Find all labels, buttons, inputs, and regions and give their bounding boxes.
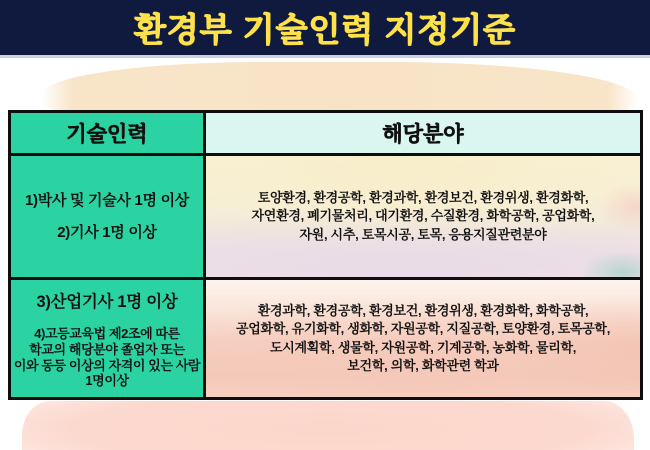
header-cell-personnel <box>11 113 203 153</box>
row2-personnel-sub4: 1명이상 <box>85 373 129 389</box>
criteria-table <box>8 110 643 400</box>
row1-fields-line3: 자원, 시추, 토목시공, 토목, 응용지질관련분야 <box>299 226 547 242</box>
row1-personnel-cell <box>11 156 203 277</box>
row2-fields-line1: 환경과학, 환경공학, 환경보건, 환경위생, 환경화학, 화학공학, <box>257 303 589 319</box>
row2-fields-line4: 보건학, 의학, 화학관련 학과 <box>347 357 499 373</box>
row2-personnel-sub2: 학교의 해당분야 졸업자 또는 <box>29 341 185 357</box>
watercolor-pink-band <box>22 401 634 450</box>
row2-fields-line3: 도시계획학, 생물학, 자원공학, 기계공학, 농화학, 물리학, <box>269 339 577 355</box>
watercolor-peach-band <box>42 62 638 112</box>
header-fields-label: 해당분야 <box>382 123 464 146</box>
page-title: 환경부 기술인력 지정기준 <box>134 11 516 48</box>
row1-fields-cell <box>206 156 640 277</box>
row1-personnel-line2: 2)기사 1명 이상 <box>57 224 157 241</box>
row2-personnel-sub1: 4)고등교육법 제2조에 따른 <box>34 325 180 341</box>
header-cell-fields <box>206 113 640 153</box>
row2-personnel-sub3: 이와 동등 이상의 자격이 있는 사람 <box>13 357 201 373</box>
row1-fields-line1: 토양환경, 환경공학, 환경과학, 환경보건, 환경위생, 환경화학, <box>257 190 589 206</box>
row2-fields-cell <box>206 280 640 397</box>
row1-personnel-line1: 1)박사 및 기술사 1명 이상 <box>25 192 189 209</box>
title-banner <box>0 0 650 58</box>
row2-personnel-heading: 3)산업기사 1명 이상 <box>36 292 178 311</box>
header-personnel-label: 기술인력 <box>66 123 148 146</box>
row2-personnel-cell <box>11 280 203 397</box>
row1-fields-line2: 자연환경, 폐기물처리, 대기환경, 수질환경, 화학공학, 공업화학, <box>251 208 595 224</box>
row2-fields-line2: 공업화학, 유기화학, 생화학, 자원공학, 지질공학, 토양환경, 토목공학, <box>235 321 611 337</box>
